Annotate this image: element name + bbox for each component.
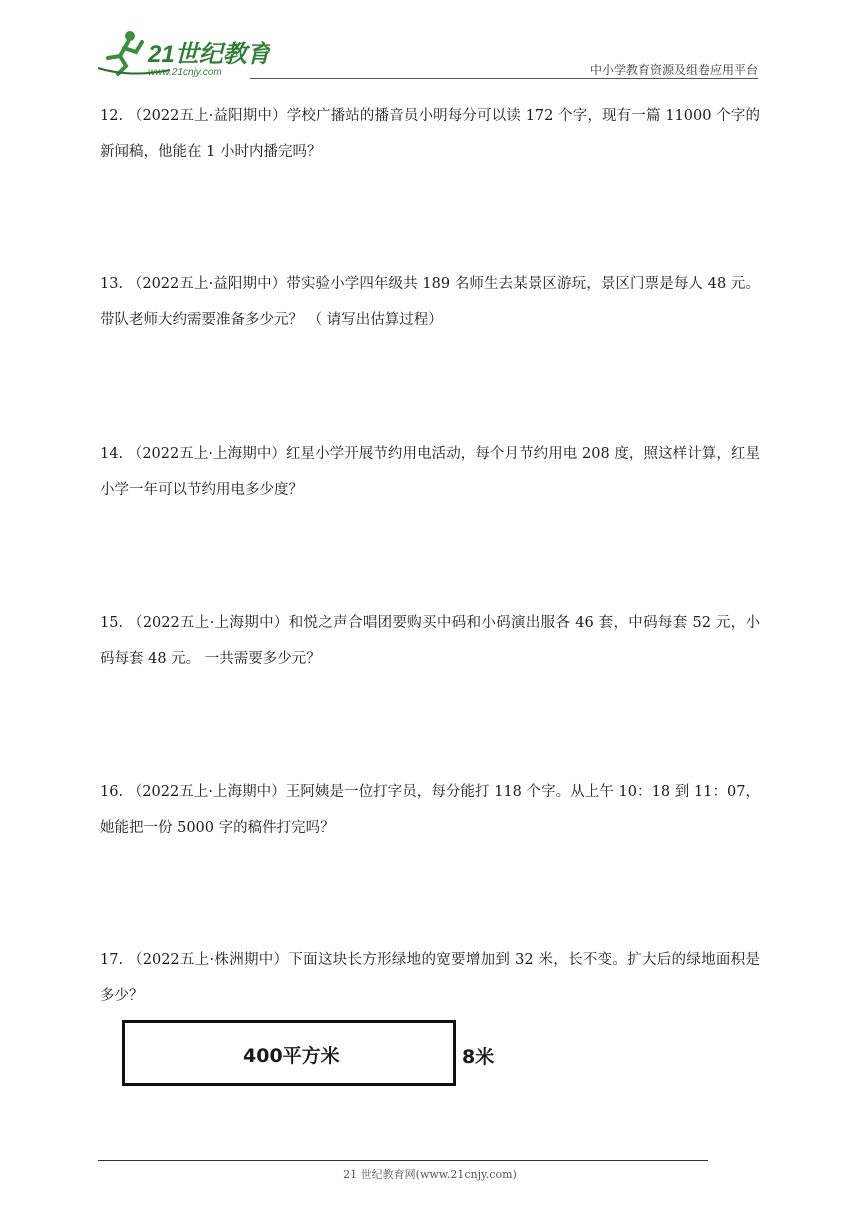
question-text: 学校广播站的播音员小明每分可以读 172 个字，现有一篇 11000 个字的新闻稿，他能在 1 小时内播完吗？ — [100, 108, 760, 160]
question-number: 17. — [100, 952, 124, 968]
logo-title: 21世纪教育 — [148, 41, 270, 68]
logo-url: www.21cnjy.com — [148, 67, 222, 78]
question-source: （2022五上·上海期中） — [127, 446, 286, 462]
question-source: （2022五上·上海期中） — [128, 615, 289, 631]
question-source: （2022五上·株洲期中） — [127, 952, 289, 968]
header-platform-text: 中小学教育资源及组卷应用平台 — [589, 63, 758, 77]
question-14 — [100, 436, 760, 508]
question-text: 下面这块长方形绿地的宽要增加到 32 米，长不变。扩大后的绿地面积是多少？ — [100, 952, 761, 1004]
rectangle-shape — [122, 1020, 456, 1086]
question-text: 红星小学开展节约用电活动，每个月节约用电 208 度，照这样计算，红星小学一年可以节约用电多少度？ — [100, 446, 760, 498]
question-source: （2022五上·益阳期中） — [127, 108, 287, 124]
rectangle-figure — [122, 1020, 542, 1092]
question-text: 和悦之声合唱团要购买中码和小码演出服各 46 套，中码每套 52 元，小码每套 48 元。 一共需要多少元？ — [100, 615, 760, 667]
question-number: 15. — [100, 615, 124, 631]
question-number: 13. — [100, 276, 124, 292]
question-12 — [100, 98, 760, 170]
question-source: （2022五上·益阳期中） — [127, 276, 287, 292]
site-logo — [90, 28, 270, 78]
question-15 — [100, 605, 760, 677]
question-number: 16. — [100, 784, 124, 800]
question-number: 12. — [100, 108, 124, 124]
question-text: 王阿姨是一位打字员，每分能打 118 个字。从上午 10：18 到 11：07，她能把一份 5000 字的稿件打完吗？ — [100, 784, 761, 836]
question-number: 14. — [100, 446, 124, 462]
question-source: （2022五上·上海期中） — [127, 784, 286, 800]
runner-logo-icon — [90, 28, 270, 78]
width-label: 8米 — [462, 1046, 495, 1068]
question-16 — [100, 774, 760, 846]
question-17 — [100, 942, 760, 1014]
page-footer: 21 世纪教育网(www.21cnjy.com) — [343, 1168, 517, 1181]
question-13 — [100, 266, 760, 338]
page-header — [90, 28, 758, 80]
header-divider — [250, 78, 758, 79]
footer-divider — [98, 1160, 708, 1161]
area-label: 400平方米 — [243, 1045, 340, 1067]
question-text: 带实验小学四年级共 189 名师生去某景区游玩，景区门票是每人 48 元。带队老师大约需要准备多少元？ （ 请写出估算过程） — [100, 276, 761, 328]
